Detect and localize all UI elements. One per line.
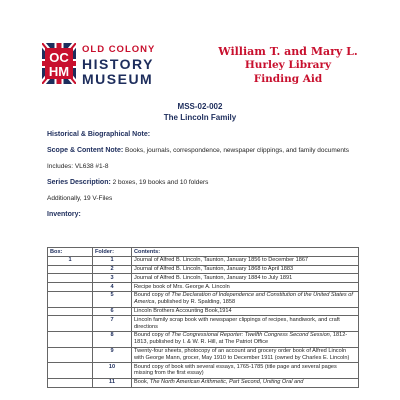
box-cell — [48, 291, 93, 307]
museum-logo-text — [82, 45, 202, 86]
table-row — [48, 316, 359, 332]
folder-cell: 3 — [93, 274, 132, 283]
box-cell — [48, 283, 93, 292]
contents-italic-text: The Declaration of Independence and Constitution of the United States of America — [134, 292, 353, 306]
folder-cell: 5 — [93, 291, 132, 307]
series-heading: Series Description: — [47, 179, 111, 186]
historical-heading: Historical & Biographical Note: — [47, 131, 151, 138]
includes-section — [47, 163, 359, 171]
contents-cell — [132, 256, 359, 265]
table-row — [48, 274, 359, 283]
contents-cell — [132, 283, 359, 292]
contents-text: Book, — [134, 379, 150, 386]
scope-section — [47, 147, 359, 155]
contents-text: Bound copy of — [134, 332, 172, 339]
library-line-2: Hurley Library — [244, 59, 332, 72]
contents-cell — [132, 378, 359, 387]
inventory-heading: Inventory: — [47, 211, 81, 218]
header-folder: Folder: — [93, 248, 132, 257]
folder-cell: 6 — [93, 307, 132, 316]
contents-text: , 1812-1813, published by I. & W. R. Hill, at The Patriot Office — [134, 332, 348, 346]
folder-cell: 8 — [93, 331, 132, 347]
folder-cell: 2 — [93, 265, 132, 274]
library-heading — [208, 45, 368, 87]
logo-line-3: MUSEUM — [82, 70, 154, 87]
table-row — [48, 307, 359, 316]
table-row — [48, 291, 359, 307]
contents-cell — [132, 331, 359, 347]
museum-logo-flag-icon — [42, 43, 76, 84]
header-contents: Contents: — [132, 248, 359, 257]
box-cell — [48, 274, 93, 283]
contents-text: Lincoln family scrap book with newspaper clippings of recipes, handiwork, and craft directions — [134, 316, 340, 330]
box-cell: 1 — [48, 256, 93, 265]
contents-cell — [132, 265, 359, 274]
box-cell — [48, 307, 93, 316]
contents-cell — [132, 363, 359, 379]
contents-text: Recipe book of Mrs. George A. Lincoln — [134, 283, 230, 290]
inventory-section — [47, 211, 359, 219]
contents-text: , published by R. Spalding, 1858 — [154, 299, 236, 306]
series-text: 2 boxes, 19 books and 10 folders — [110, 179, 209, 186]
box-cell — [48, 265, 93, 274]
table-row — [48, 283, 359, 292]
folder-cell: 7 — [93, 316, 132, 332]
document-name: The Lincoln Family — [163, 113, 237, 122]
contents-text: Journal of Alfred B. Lincoln, Taunton, January 1884 to July 1891 — [134, 274, 293, 281]
folder-cell: 1 — [93, 256, 132, 265]
contents-italic-text: The Congressional Reporter: Twelfth Congress Second Session — [171, 332, 330, 339]
logo-letters-top: OC — [49, 50, 69, 65]
contents-cell — [132, 347, 359, 363]
historical-section — [47, 131, 359, 139]
contents-cell — [132, 307, 359, 316]
table-row — [48, 378, 359, 387]
box-cell — [48, 331, 93, 347]
logo-line-2: HISTORY — [82, 55, 154, 72]
contents-text: Journal of Alfred B. Lincoln, Taunton, January 1856 to December 1867 — [134, 257, 309, 264]
contents-cell — [132, 316, 359, 332]
logo-letters-bottom: HM — [48, 64, 70, 79]
folder-cell: 11 — [93, 378, 132, 387]
table-row — [48, 256, 359, 265]
inventory-table — [47, 247, 359, 388]
table-row — [48, 265, 359, 274]
header-box: Box: — [48, 248, 93, 257]
library-line-3: Finding Aid — [253, 72, 323, 85]
inventory-header-row — [48, 248, 359, 257]
box-cell — [48, 363, 93, 379]
includes-text: Includes: VL638 #1-8 — [47, 163, 109, 170]
box-cell — [48, 378, 93, 387]
box-cell — [48, 316, 93, 332]
box-cell — [48, 347, 93, 363]
folder-cell: 10 — [93, 363, 132, 379]
table-row — [48, 363, 359, 379]
scope-text: Books, journals, correspondence, newspaper clippings, and family documents — [123, 147, 350, 154]
table-row — [48, 331, 359, 347]
series-section — [47, 179, 359, 187]
contents-text: Bound copy of — [134, 292, 172, 299]
document-id: MSS-02-002 — [177, 102, 223, 111]
contents-text: Journal of Alfred B. Lincoln, Taunton, January 1868 to April 1883 — [134, 266, 294, 273]
document-title — [0, 101, 400, 123]
folder-cell: 4 — [93, 283, 132, 292]
contents-text: Bound copy of book with several essays, 1765-1785 (title page and several pages missing from the first essay) — [134, 363, 337, 377]
contents-cell — [132, 291, 359, 307]
library-line-1: William T. and Mary L. — [218, 45, 358, 58]
table-row — [48, 347, 359, 363]
contents-cell — [132, 274, 359, 283]
logo-line-1: OLD COLONY — [82, 44, 156, 55]
contents-text: Twenty-four sheets, photocopy of an account and grocery order book of Alfred Lincoln with George Mann, grocer, May 1910 to December 1911 (owned by Charles E. Lincoln) — [134, 348, 350, 361]
document-body — [47, 131, 359, 227]
inventory-rows — [48, 256, 359, 387]
additionally-text: Additionally, 19 V-Files — [47, 195, 113, 202]
additionally-section — [47, 195, 359, 203]
scope-heading: Scope & Content Note: — [47, 147, 124, 154]
contents-italic-text: The North American Arithmetic, Part Second, Uniting Oral and — [149, 379, 304, 386]
contents-text: Lincoln Brothers Accounting Book,1914 — [134, 308, 232, 315]
folder-cell: 9 — [93, 347, 132, 363]
